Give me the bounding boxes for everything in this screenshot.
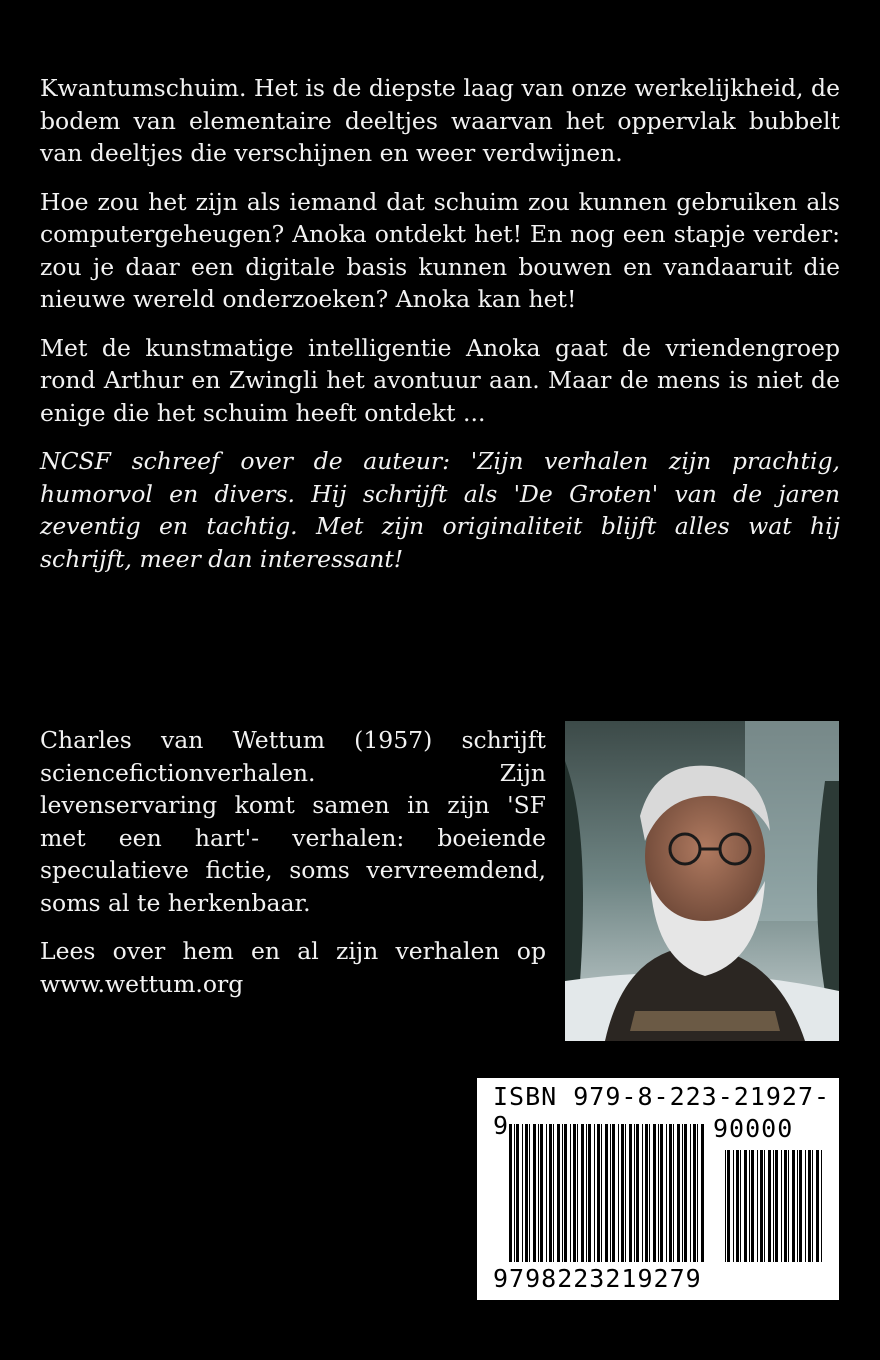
author-bio [40, 724, 546, 1016]
barcode-bar [538, 1124, 539, 1262]
barcode-bar [557, 1124, 560, 1262]
barcode-bar [540, 1124, 543, 1262]
barcode-bar [660, 1124, 663, 1262]
barcode-bar [586, 1124, 587, 1262]
barcode-bar [522, 1124, 523, 1262]
barcode-bar [684, 1124, 687, 1262]
barcode-bar [529, 1124, 530, 1262]
barcode-bar [634, 1124, 635, 1262]
author-portrait [565, 721, 839, 1041]
author-website-text: Lees over hem en al zijn verhalen op www.wettum.org [40, 937, 546, 998]
barcode-bar [533, 1124, 536, 1262]
barcode-bar [610, 1124, 611, 1262]
barcode-bar [784, 1150, 787, 1262]
barcode-bar [525, 1124, 528, 1262]
barcode-bar [701, 1124, 704, 1262]
barcode-bar [562, 1124, 563, 1262]
barcode-bar [760, 1150, 763, 1262]
author-bio-text: Charles van Wettum (1957) schrijft sciencefictionverhalen. Zijn levenservaring komt samen in zijn 'SF met een hart'- verhalen: boeiende speculatieve fictie, soms vervreemdend, soms al te herkenbaar. [40, 726, 546, 917]
barcode-bar [601, 1124, 602, 1262]
barcode-bar [636, 1124, 639, 1262]
barcode-bar [509, 1124, 512, 1262]
author-portrait-image [565, 721, 839, 1041]
barcode-bar [805, 1150, 806, 1262]
barcode-bar [581, 1124, 584, 1262]
barcode-bar [697, 1124, 698, 1262]
isbn-barcode [477, 1078, 839, 1300]
barcode-bar [773, 1150, 774, 1262]
barcode-bar [621, 1124, 624, 1262]
barcode-bar [618, 1124, 619, 1262]
barcode-bar [764, 1150, 765, 1262]
barcode-bar [736, 1150, 739, 1262]
barcode-bar [653, 1124, 656, 1262]
barcode-bar [733, 1150, 734, 1262]
barcode-bar [514, 1124, 515, 1262]
barcode-bar [812, 1150, 813, 1262]
barcode-bar [749, 1150, 750, 1262]
barcode-bar [799, 1150, 802, 1262]
isbn-label: ISBN 979-8-223-21927-9 [493, 1082, 831, 1140]
back-cover-blurb [40, 72, 840, 591]
blurb-paragraph-2: Hoe zou het zijn als iemand dat schuim zou kunnen gebruiken als computergeheugen? Anoka ontdekt het! En nog een stapje verder: zou je daar een digitale basis kunnen bouwen en vandaaruit die nieuwe wereld onderzoeken? Anoka kan het! [40, 187, 840, 313]
barcode-bar [808, 1150, 811, 1262]
price-code: 90000 [713, 1114, 794, 1143]
barcode-bar [797, 1150, 798, 1262]
barcode-bar [682, 1124, 683, 1262]
barcode-bar [781, 1150, 782, 1262]
barcode-bar [645, 1124, 648, 1262]
barcode-bar [629, 1124, 632, 1262]
review-quote: NCSF schreef over de auteur: 'Zijn verhalen zijn prachtig, humorvol en divers. Hij schrijft als 'De Groten' van de jaren zeventig en tachtig. Met zijn originaliteit blijft alles wat hij schrijft, meer dan interessant! [40, 447, 840, 573]
barcode-bar [516, 1124, 519, 1262]
barcode-bar [673, 1124, 674, 1262]
barcode-bar [553, 1124, 554, 1262]
barcode-bar [768, 1150, 771, 1262]
blurb-paragraph-1: Kwantumschuim. Het is de diepste laag van onze werkelijkheid, de bodem van elementaire deeltjes waarvan het oppervlak bubbelt van deeltjes die verschijnen en weer verdwijnen. [40, 74, 840, 167]
barcode-bar [564, 1124, 567, 1262]
barcode-digits: 9798223219279 [493, 1264, 702, 1293]
barcode-bar [821, 1150, 822, 1262]
barcode-bar [642, 1124, 643, 1262]
barcode-bar [788, 1150, 789, 1262]
barcode-bar [775, 1150, 778, 1262]
barcode-bar [549, 1124, 552, 1262]
barcode-bar [757, 1150, 758, 1262]
barcode-bar [751, 1150, 754, 1262]
barcode-bar [792, 1150, 795, 1262]
barcode-bar [744, 1150, 747, 1262]
barcode-bar [727, 1150, 730, 1262]
blurb-paragraph-3: Met de kunstmatige intelligentie Anoka gaat de vriendengroep rond Arthur en Zwingli het avontuur aan. Maar de mens is niet de enige die het schuim heeft ontdekt ... [40, 333, 840, 427]
barcode-bar [658, 1124, 659, 1262]
barcode-bar [625, 1124, 626, 1262]
barcode-bar [577, 1124, 578, 1262]
barcode-bar [546, 1124, 547, 1262]
barcode-bar [588, 1124, 591, 1262]
barcode-bar [570, 1124, 571, 1262]
barcode-bar [597, 1124, 600, 1262]
barcode-bar [612, 1124, 615, 1262]
barcode-bar [605, 1124, 608, 1262]
barcode-bar [649, 1124, 650, 1262]
barcode-bar [677, 1124, 680, 1262]
barcode-bar [725, 1150, 726, 1262]
barcode-bar [693, 1124, 696, 1262]
barcode-bar [816, 1150, 819, 1262]
barcode-bar [669, 1124, 672, 1262]
barcode-bar [666, 1124, 667, 1262]
barcode-bar [573, 1124, 576, 1262]
barcode-bar [594, 1124, 595, 1262]
barcode-bar [690, 1124, 691, 1262]
barcode-bar [740, 1150, 741, 1262]
